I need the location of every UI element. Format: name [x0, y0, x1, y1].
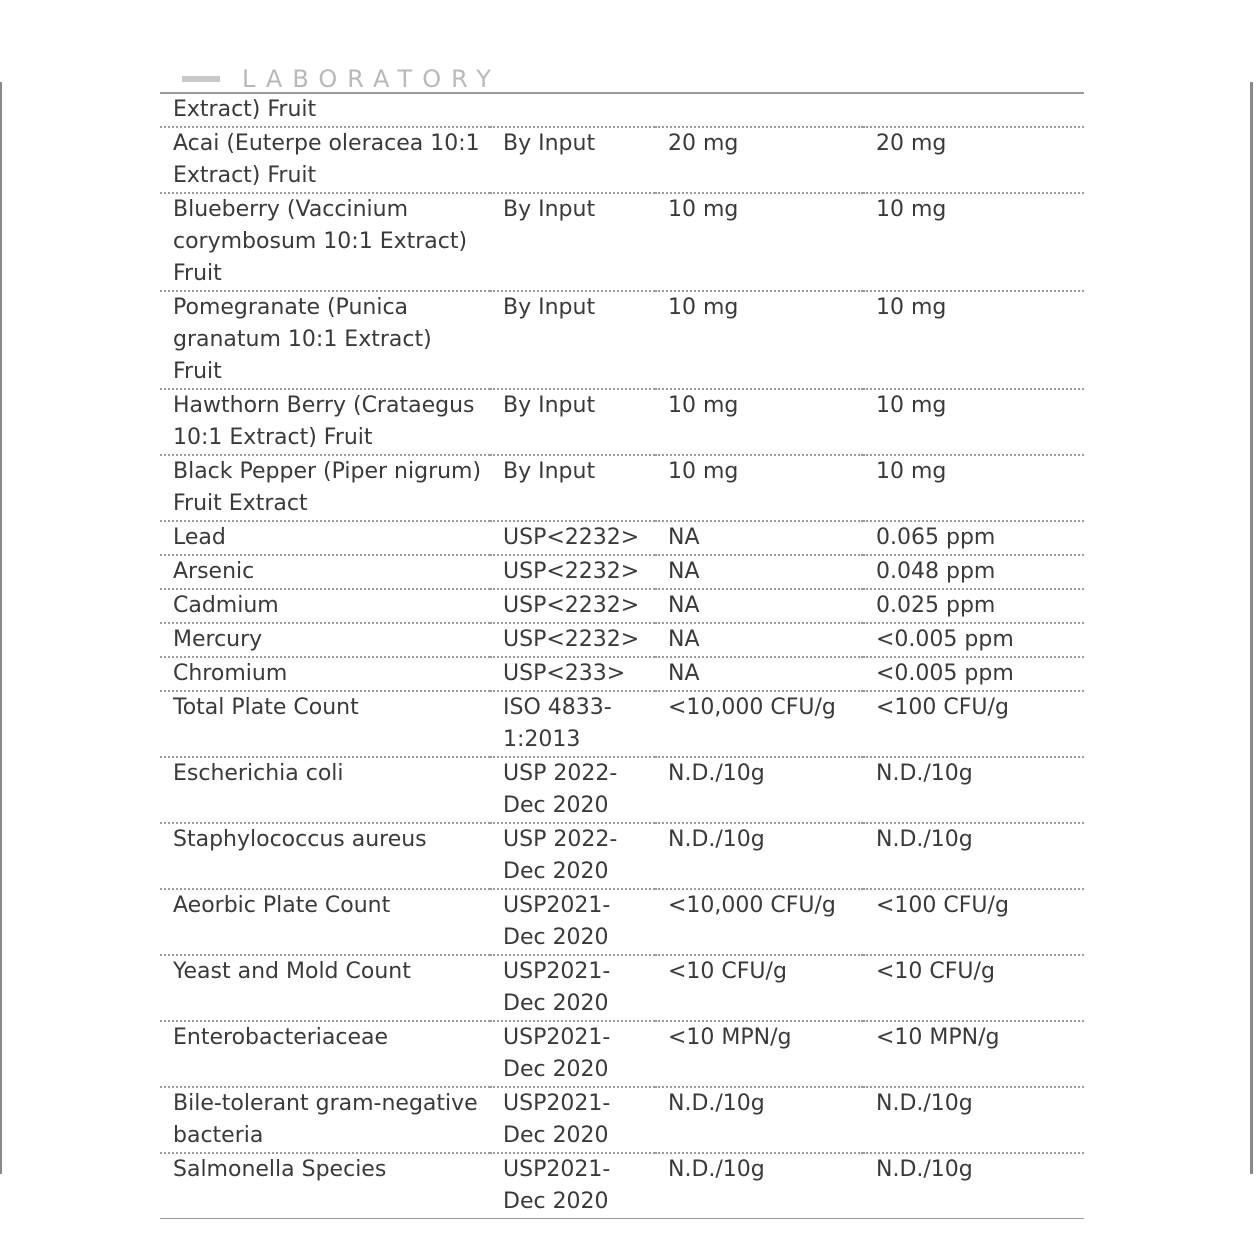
table-row [160, 955, 1084, 1021]
test-method: USP<2232> [490, 589, 655, 623]
test-result: 10 mg [863, 389, 1084, 455]
test-name: Cadmium [160, 589, 490, 623]
test-method: USP2021- Dec 2020 [490, 1087, 655, 1153]
test-result: 0.025 ppm [863, 589, 1084, 623]
table-row [160, 94, 1084, 127]
test-name: Yeast and Mold Count [160, 955, 490, 1021]
test-name: Aeorbic Plate Count [160, 889, 490, 955]
table-row [160, 193, 1084, 291]
test-result: 10 mg [863, 291, 1084, 389]
test-method: USP 2022- Dec 2020 [490, 823, 655, 889]
test-name: Staphylococcus aureus [160, 823, 490, 889]
table-row [160, 691, 1084, 757]
test-results-table [160, 94, 1084, 1219]
test-name: Mercury [160, 623, 490, 657]
test-name: Acai (Euterpe oleracea 10:1 Extract) Fruit [160, 127, 490, 193]
test-specification: 10 mg [655, 455, 863, 521]
test-result: 20 mg [863, 127, 1084, 193]
test-result: <10 MPN/g [863, 1021, 1084, 1087]
table-row [160, 291, 1084, 389]
test-specification: NA [655, 657, 863, 691]
test-method: By Input [490, 127, 655, 193]
test-name: Escherichia coli [160, 757, 490, 823]
table-row [160, 127, 1084, 193]
test-specification: N.D./10g [655, 823, 863, 889]
test-specification: 20 mg [655, 127, 863, 193]
lab-name: LABORATORY [242, 65, 501, 93]
test-name: Enterobacteriaceae [160, 1021, 490, 1087]
table-row [160, 1087, 1084, 1153]
test-method: USP<2232> [490, 521, 655, 555]
table-row [160, 657, 1084, 691]
test-method: By Input [490, 193, 655, 291]
test-name: Black Pepper (Piper nigrum) Fruit Extract [160, 455, 490, 521]
table-row [160, 589, 1084, 623]
table-row [160, 757, 1084, 823]
test-method: USP 2022- Dec 2020 [490, 757, 655, 823]
test-result: <10 CFU/g [863, 955, 1084, 1021]
test-method: USP2021- Dec 2020 [490, 1153, 655, 1219]
table-row [160, 521, 1084, 555]
lab-logo [182, 76, 220, 82]
test-method: USP<233> [490, 657, 655, 691]
test-name: Arsenic [160, 555, 490, 589]
test-method: USP2021- Dec 2020 [490, 1021, 655, 1087]
test-result: <100 CFU/g [863, 691, 1084, 757]
test-specification [655, 94, 863, 127]
test-specification: NA [655, 623, 863, 657]
test-name: Total Plate Count [160, 691, 490, 757]
test-method: By Input [490, 291, 655, 389]
test-specification: 10 mg [655, 193, 863, 291]
test-specification: <10 MPN/g [655, 1021, 863, 1087]
test-result: <0.005 ppm [863, 623, 1084, 657]
test-method: ISO 4833-1:2013 [490, 691, 655, 757]
test-result: 0.048 ppm [863, 555, 1084, 589]
test-specification: N.D./10g [655, 1087, 863, 1153]
test-specification: 10 mg [655, 389, 863, 455]
test-method [490, 94, 655, 127]
test-name: Blueberry (Vaccinium corymbosum 10:1 Extract) Fruit [160, 193, 490, 291]
test-method: USP2021- Dec 2020 [490, 955, 655, 1021]
test-name: Extract) Fruit [160, 94, 490, 127]
table-row [160, 555, 1084, 589]
table-row [160, 623, 1084, 657]
table-row [160, 455, 1084, 521]
test-result: N.D./10g [863, 1153, 1084, 1219]
test-specification: <10 CFU/g [655, 955, 863, 1021]
test-name: Salmonella Species [160, 1153, 490, 1219]
test-result: N.D./10g [863, 1087, 1084, 1153]
test-result: N.D./10g [863, 823, 1084, 889]
test-specification: 10 mg [655, 291, 863, 389]
test-name: Bile-tolerant gram-negative bacteria [160, 1087, 490, 1153]
test-result [863, 94, 1084, 127]
test-result: 10 mg [863, 455, 1084, 521]
table-row [160, 1153, 1084, 1219]
test-name: Pomegranate (Punica granatum 10:1 Extract) Fruit [160, 291, 490, 389]
test-result: 0.065 ppm [863, 521, 1084, 555]
test-name: Chromium [160, 657, 490, 691]
test-specification: NA [655, 555, 863, 589]
table-row [160, 389, 1084, 455]
lab-header-cropped [160, 62, 1084, 94]
test-name: Hawthorn Berry (Crataegus 10:1 Extract) Fruit [160, 389, 490, 455]
table-row [160, 1021, 1084, 1087]
test-result: N.D./10g [863, 757, 1084, 823]
test-name: Lead [160, 521, 490, 555]
table-row [160, 889, 1084, 955]
test-specification: NA [655, 589, 863, 623]
test-result: <0.005 ppm [863, 657, 1084, 691]
test-specification: <10,000 CFU/g [655, 889, 863, 955]
test-method: USP<2232> [490, 623, 655, 657]
test-method: USP<2232> [490, 555, 655, 589]
table-row [160, 823, 1084, 889]
test-method: By Input [490, 389, 655, 455]
test-method: USP2021- Dec 2020 [490, 889, 655, 955]
test-method: By Input [490, 455, 655, 521]
test-specification: N.D./10g [655, 757, 863, 823]
test-result: <100 CFU/g [863, 889, 1084, 955]
test-specification: <10,000 CFU/g [655, 691, 863, 757]
test-specification: N.D./10g [655, 1153, 863, 1219]
test-specification: NA [655, 521, 863, 555]
test-result: 10 mg [863, 193, 1084, 291]
